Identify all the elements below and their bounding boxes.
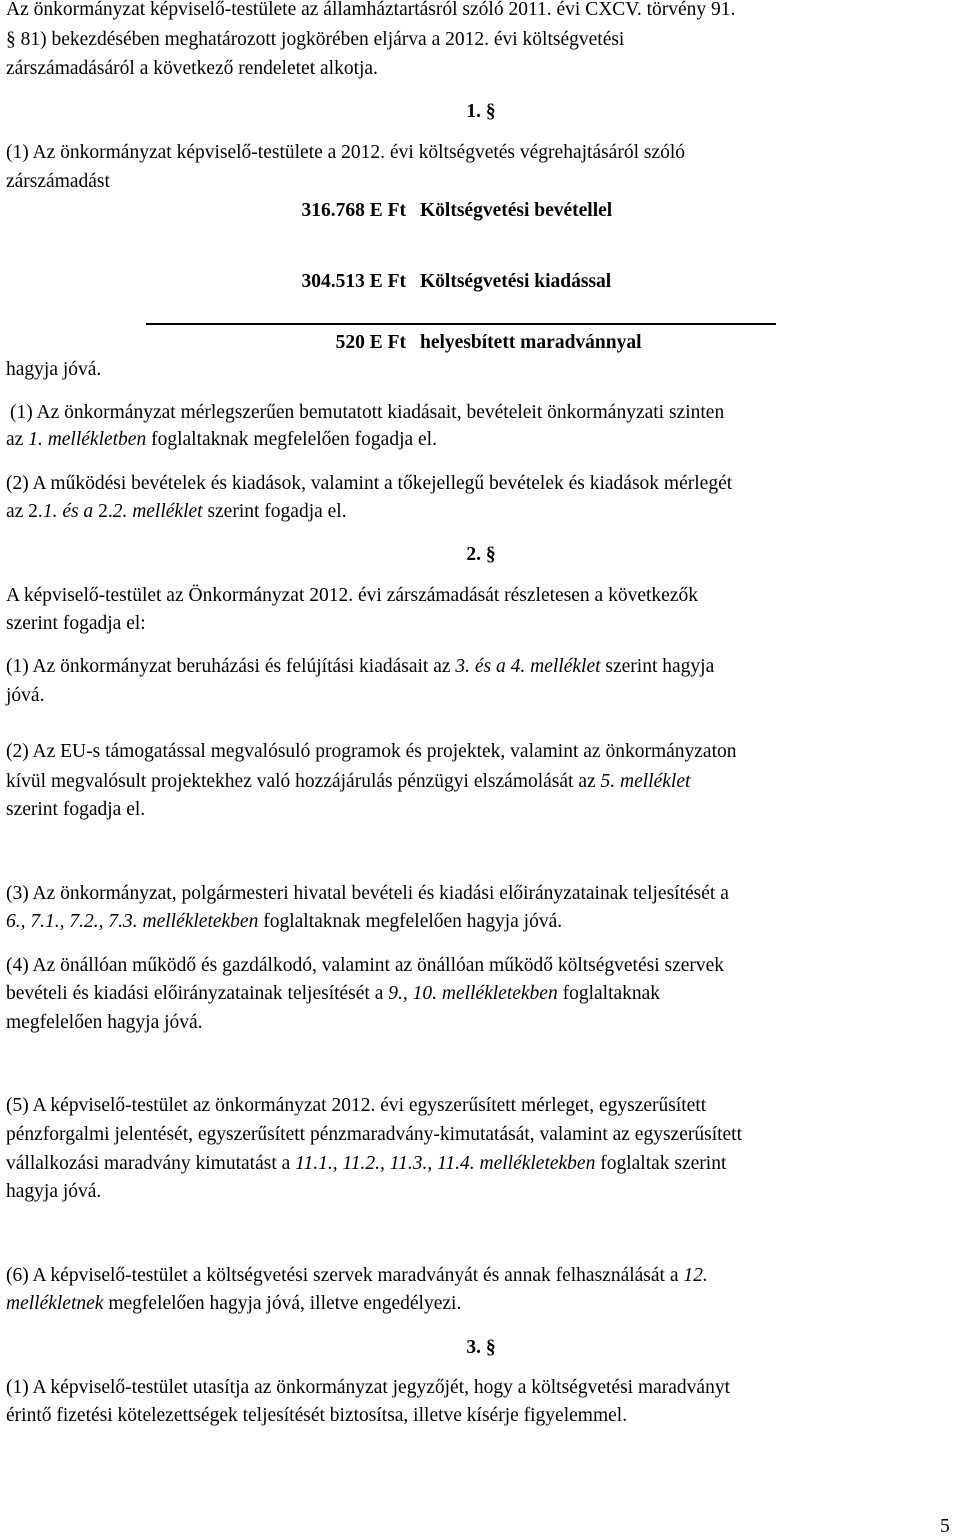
- revenue-label: Költségvetési bevétellel: [420, 200, 613, 221]
- sum-rule: [146, 323, 776, 325]
- s2-p1-line-1: (1) Az önkormányzat beruházási és felújítási kiadásait az 3. és a 4. melléklet szerint hagyja: [6, 656, 715, 677]
- section-2-heading: 2. §: [466, 544, 496, 565]
- intro-line-2: § 81) bekezdésében meghatározott jogkörében eljárva a 2012. évi költségvetési: [6, 29, 625, 50]
- s2-p2-line-1: (2) Az EU-s támogatással megvalósuló programok és projektek, valamint az önkormányzaton: [6, 741, 737, 762]
- s2-intro-line-2: szerint fogadja el:: [6, 613, 146, 634]
- expense-label: Költségvetési kiadással: [420, 271, 612, 292]
- residual-amount: 520 E Ft: [335, 332, 406, 353]
- s2-p2-line-2: kívül megvalósult projektekhez való hozzájárulás pénzügyi elszámolását az 5. melléklet: [6, 771, 691, 792]
- s2-p5-line-1: (5) A képviselő-testület az önkormányzat 2012. évi egyszerűsített mérleget, egyszerűsített: [6, 1095, 707, 1116]
- s1-p1-line-1: (1) Az önkormányzat képviselő-testülete a 2012. évi költségvetés végrehajtásáról szóló: [6, 142, 686, 163]
- s3-p1-line-1: (1) A képviselő-testület utasítja az önkormányzat jegyzőjét, hogy a költségvetési maradványt: [6, 1377, 730, 1398]
- s2-p6-line-2: mellékletnek megfelelően hagyja jóvá, illetve engedélyezi.: [6, 1293, 462, 1314]
- revenue-amount: 316.768 E Ft: [301, 200, 406, 221]
- s2-p5-line-4: hagyja jóvá.: [6, 1181, 102, 1202]
- s2-p2-line-3: szerint fogadja el.: [6, 799, 146, 820]
- approve-text: hagyja jóvá.: [6, 359, 102, 380]
- s2-p5-line-3: vállalkozási maradvány kimutatást a 11.1., 11.2., 11.3., 11.4. mellékletekben foglaltak szerint: [6, 1153, 727, 1174]
- section-1-heading: 1. §: [466, 101, 496, 122]
- s1-p3-line-1: (2) A működési bevételek és kiadások, valamint a tőkejellegű bevételek és kiadások mérlegét: [6, 473, 733, 494]
- intro-line-1: Az önkormányzat képviselő-testülete az államháztartásról szóló 2011. évi CXCV. törvény 91.: [6, 0, 736, 20]
- intro-line-3: zárszámadásáról a következő rendeletet alkotja.: [6, 58, 378, 79]
- s2-p6-line-1: (6) A képviselő-testület a költségvetési szervek maradványát és annak felhasználását a 12.: [6, 1265, 708, 1286]
- s1-p1-line-2: zárszámadást: [6, 171, 110, 192]
- residual-label: helyesbített maradvánnyal: [420, 332, 642, 353]
- s2-p3-line-2: 6., 7.1., 7.2., 7.3. mellékletekben foglaltaknak megfelelően hagyja jóvá.: [6, 911, 563, 932]
- s2-p3-line-1: (3) Az önkormányzat, polgármesteri hivatal bevételi és kiadási előirányzatainak teljesítését a: [6, 883, 729, 904]
- s1-p2-line-2: az 1. mellékletben foglaltaknak megfelelően fogadja el.: [6, 429, 437, 450]
- section-3-heading: 3. §: [466, 1337, 496, 1358]
- s2-p4-line-3: megfelelően hagyja jóvá.: [6, 1012, 203, 1033]
- s1-p2-line-1: (1) Az önkormányzat mérlegszerűen bemutatott kiadásait, bevételeit önkormányzati szinten: [10, 402, 725, 423]
- s2-intro-line-1: A képviselő-testület az Önkormányzat 2012. évi zárszámadását részletesen a következők: [6, 585, 698, 606]
- s2-p4-line-1: (4) Az önállóan működő és gazdálkodó, valamint az önállóan működő költségvetési szervek: [6, 955, 725, 976]
- s1-p3-line-2: az 2.1. és a 2.2. melléklet szerint fogadja el.: [6, 501, 347, 522]
- s2-p4-line-2: bevételi és kiadási előirányzatainak teljesítését a 9., 10. mellékletekben foglaltaknak: [6, 983, 661, 1004]
- s2-p5-line-2: pénzforgalmi jelentését, egyszerűsített pénzmaradvány-kimutatását, valamint az egyszerűsített: [6, 1124, 743, 1145]
- s2-p1-line-2: jóvá.: [6, 685, 45, 706]
- page-number: 5: [940, 1516, 950, 1537]
- s3-p1-line-2: érintő fizetési kötelezettségek teljesítését biztosítsa, illetve kísérje figyelemmel.: [6, 1405, 628, 1426]
- expense-amount: 304.513 E Ft: [301, 271, 406, 292]
